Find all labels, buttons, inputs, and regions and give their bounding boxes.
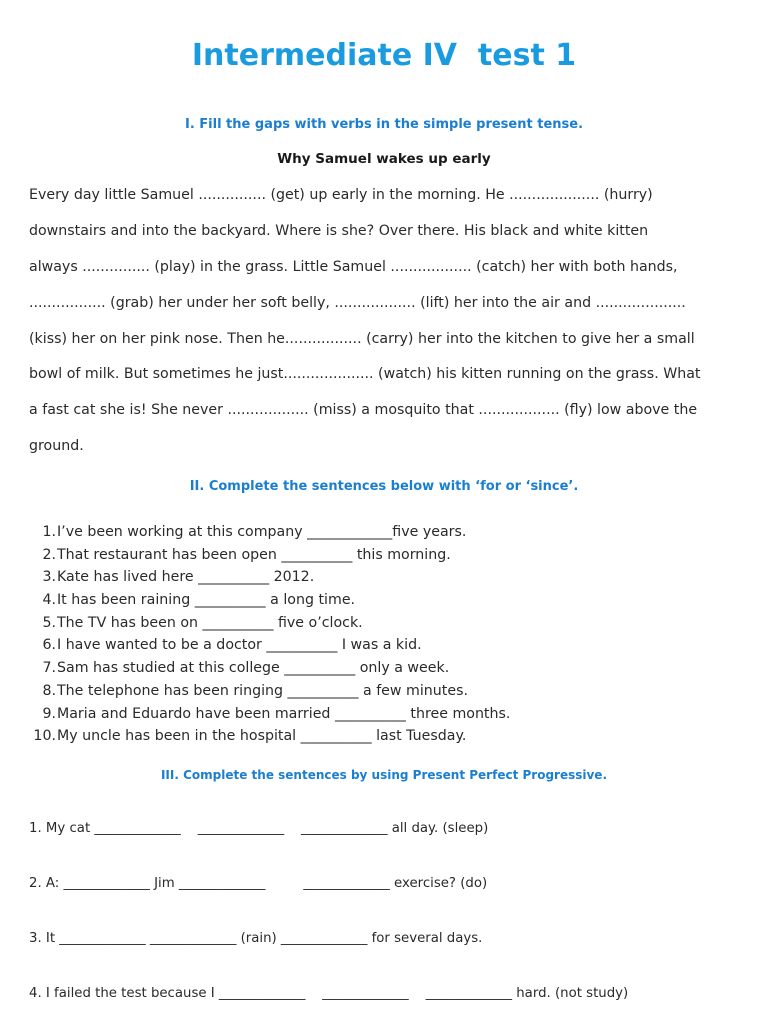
list-item: [0, 522, 768, 545]
section-2-heading: II. Complete the sentences below with ‘for or ‘since’.: [189, 479, 579, 494]
for-since-list: [0, 522, 768, 749]
item-number: 6.: [42, 637, 56, 654]
list-item: [0, 613, 768, 636]
item-text: Maria and Eduardo have been married __________ three months.: [57, 705, 511, 722]
item-number: 1.: [42, 524, 56, 540]
page-title: Intermediate IV test 1: [191, 38, 577, 73]
paragraph-line: a fast cat she is! She never .................. (miss) a mosquito that .................. (fly) low above the: [29, 402, 698, 419]
story-paragraph: [29, 184, 741, 471]
item-number: 3.: [42, 569, 56, 586]
paragraph-line: Every day little Samuel ............... (get) up early in the morning. He .................... (hurry): [29, 187, 653, 203]
exercise-item: 2. A: _____________ Jim _____________ _____________ exercise? (do): [29, 876, 488, 891]
item-number: 9.: [42, 705, 56, 722]
list-item: [0, 635, 768, 658]
item-text: Sam has studied at this college __________ only a week.: [57, 660, 450, 677]
item-text: I’ve been working at this company ____________five years.: [57, 524, 467, 540]
list-item: [0, 681, 768, 704]
item-text: The TV has been on __________ five o’clock.: [57, 614, 363, 631]
item-number: 2.: [42, 546, 56, 563]
paragraph-line: downstairs and into the backyard. Where is she? Over there. His black and white kitten: [29, 222, 649, 239]
item-number: 7.: [42, 660, 56, 677]
section-1-heading: I. Fill the gaps with verbs in the simple present tense.: [184, 117, 584, 132]
list-item: [0, 658, 768, 681]
item-text: That restaurant has been open __________ this morning.: [57, 546, 451, 563]
story-title: Why Samuel wakes up early: [277, 151, 491, 167]
list-item: [0, 567, 768, 590]
list-item: [0, 704, 768, 727]
item-number: 8.: [42, 682, 56, 699]
list-item: [0, 726, 768, 749]
paragraph-line: ground.: [29, 438, 84, 455]
item-number: 10.: [33, 728, 56, 745]
list-item: [0, 545, 768, 568]
item-text: My uncle has been in the hospital __________ last Tuesday.: [57, 728, 467, 745]
item-text: The telephone has been ringing __________ a few minutes.: [57, 682, 468, 699]
exercise-item: 1. My cat _____________ _____________ _____________ all day. (sleep): [29, 821, 489, 836]
item-text: I have wanted to be a doctor __________ I was a kid.: [57, 637, 422, 654]
section-3-heading: III. Complete the sentences by using Present Perfect Progressive.: [160, 768, 608, 782]
paragraph-line: (kiss) her on her pink nose. Then he................. (carry) her into the kitchen to give her a small: [29, 330, 695, 347]
exercise-item: 4. I failed the test because I _____________ _____________ _____________ hard. (not study): [29, 986, 629, 1001]
list-item: [0, 590, 768, 613]
item-number: 4.: [42, 592, 56, 609]
item-text: Kate has lived here __________ 2012.: [57, 569, 315, 586]
paragraph-line: bowl of milk. But sometimes he just.................... (watch) his kitten running on the grass. What: [29, 366, 701, 383]
item-text: It has been raining __________ a long time.: [57, 592, 356, 609]
item-number: 5.: [42, 614, 56, 631]
exercise-item: 3. It _____________ _____________ (rain) _____________ for several days.: [29, 931, 483, 946]
paragraph-line: always ............... (play) in the grass. Little Samuel .................. (catch) her with both hands,: [29, 258, 678, 275]
paragraph-line: ................. (grab) her under her soft belly, .................. (lift) her into the air and ....................: [29, 294, 686, 311]
